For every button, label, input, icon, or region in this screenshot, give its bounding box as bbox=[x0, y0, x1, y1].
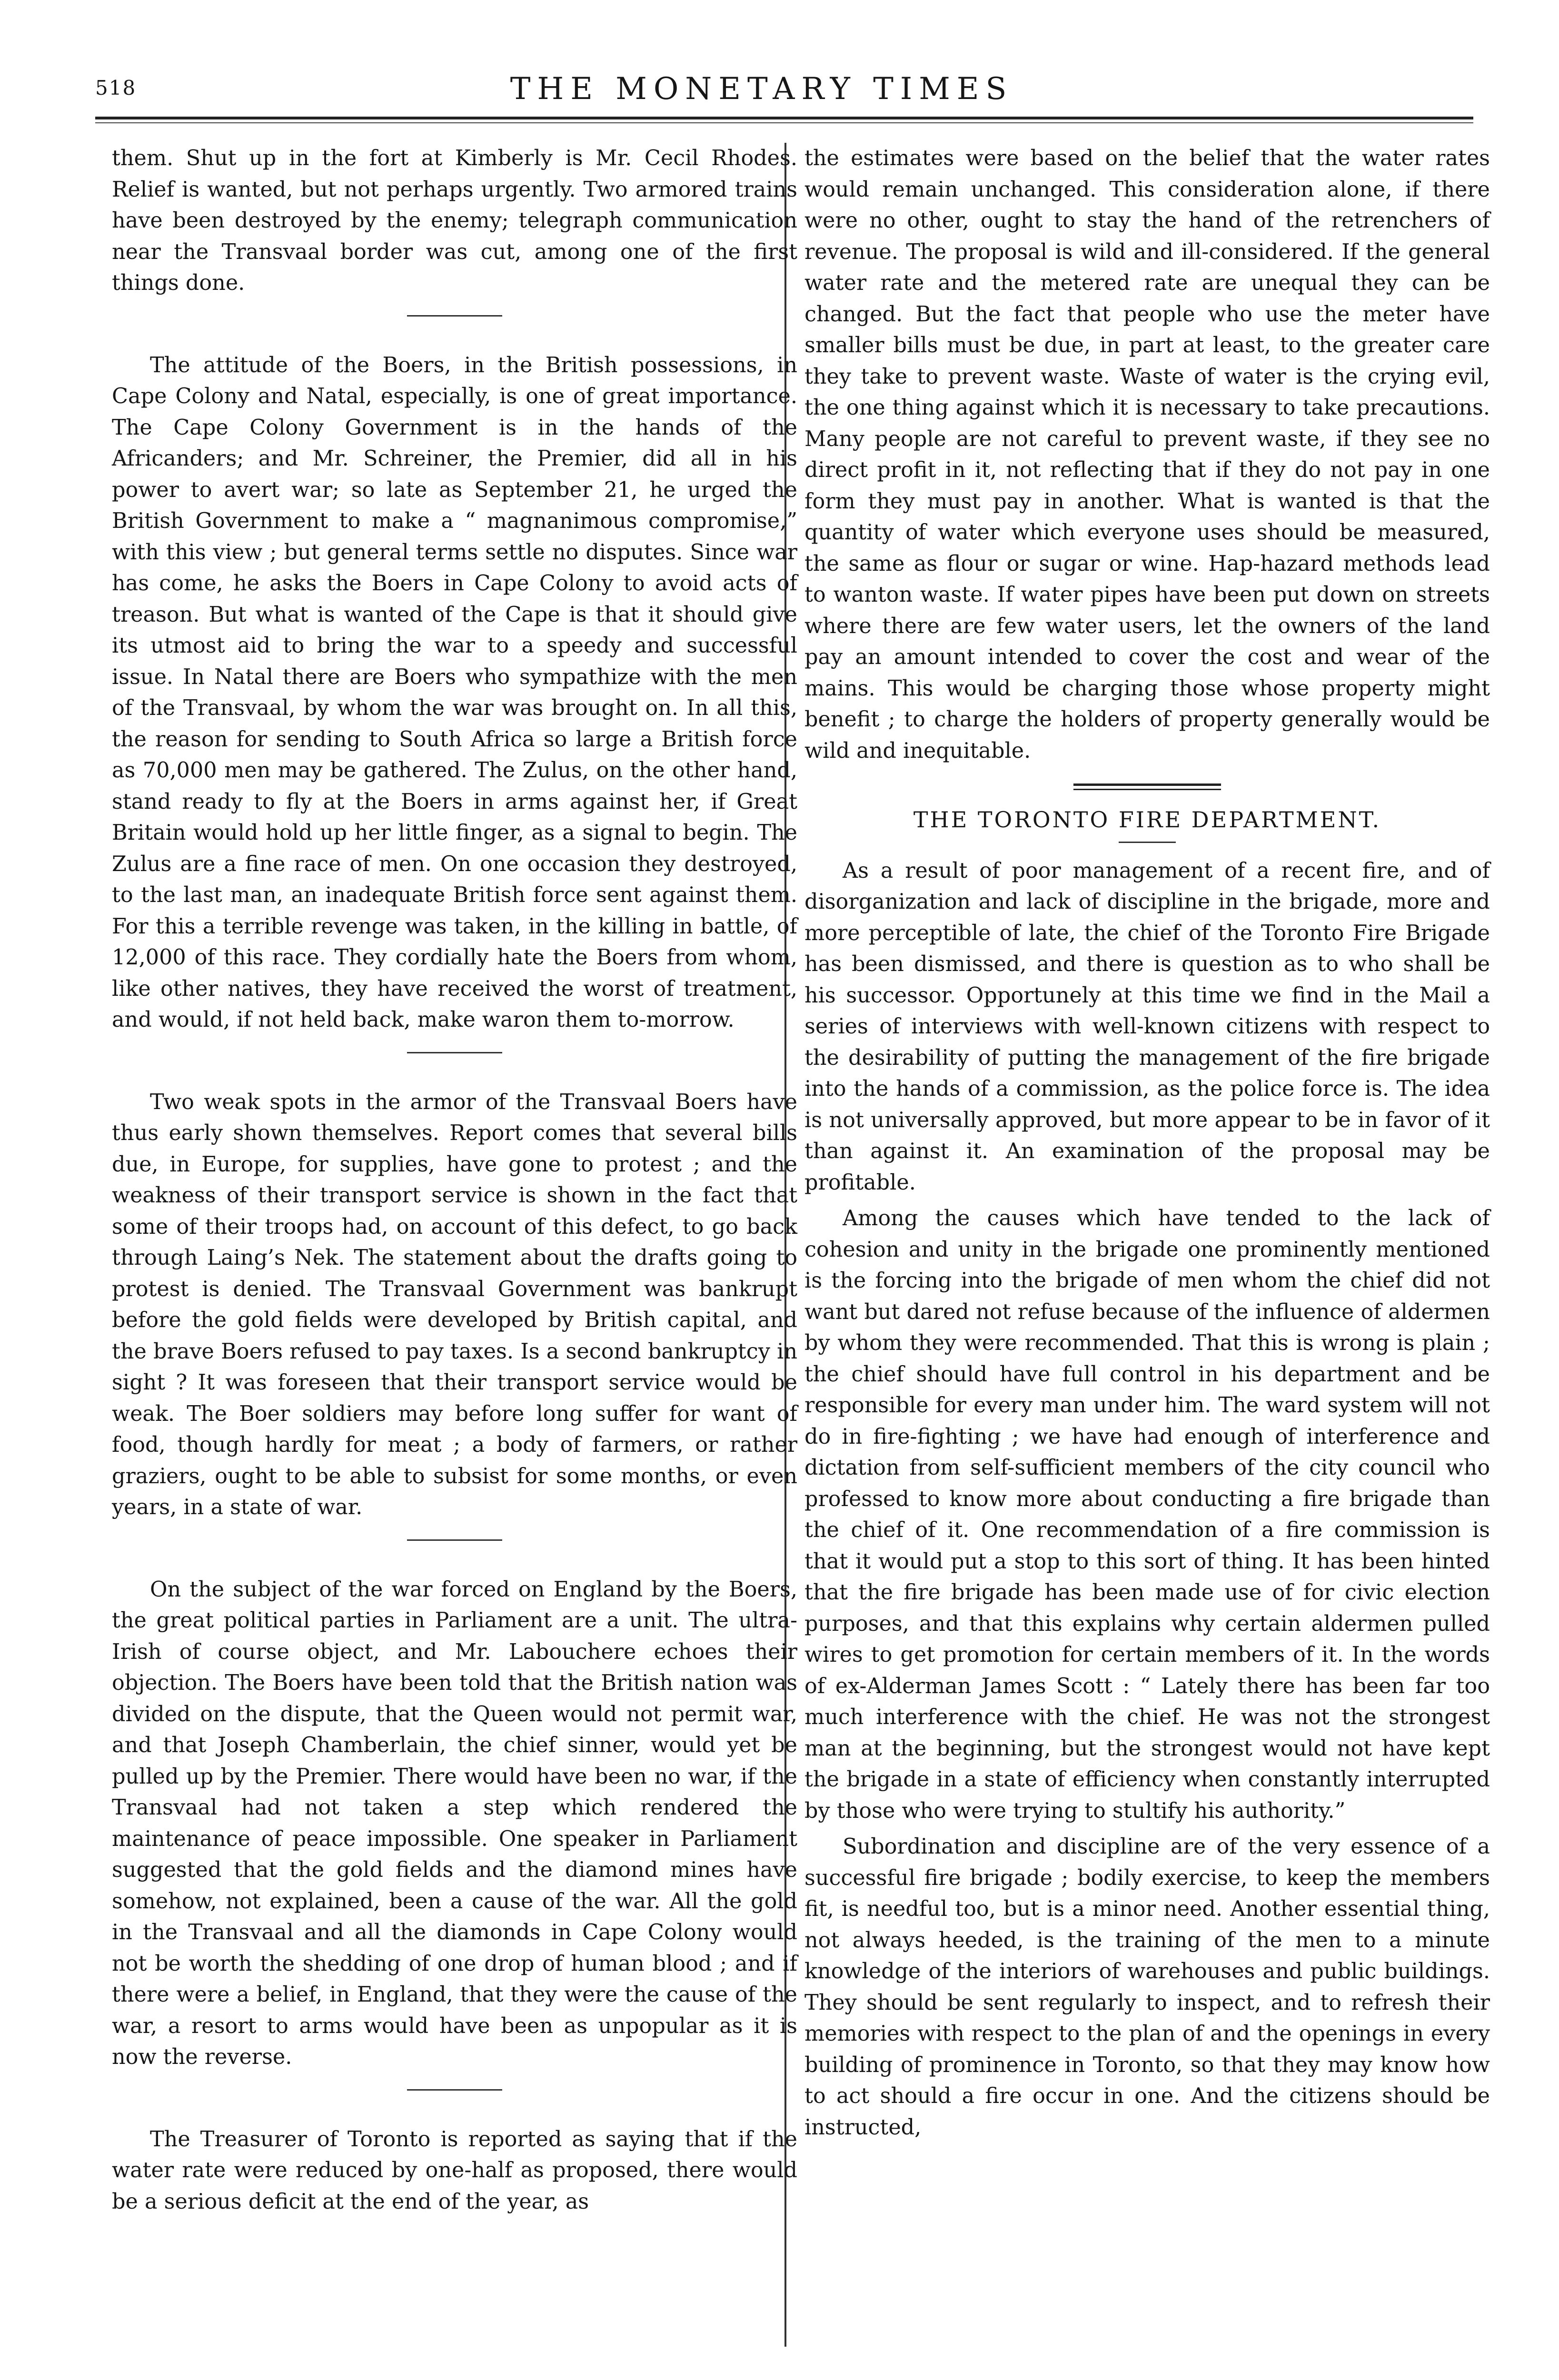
article-paragraph: Among the causes which have tended to the lack of cohesion and unity in the brigade one prominently mentioned is the forcing into the brigade of men whom the chief did not want but dared not refuse because of the influence of aldermen by whom they were recommended. That this is wrong is plain ; the chief should have full control in his department and be responsible for every man under him. The ward system will not do in fire-fighting ; we have had enough of interference and dictation from self-sufficient members of the city council who professed to know more about conducting a fire brigade than the chief of it. One recommendation of a fire commission is that it would put a stop to this sort of thing. It has been hinted that the fire brigade has been made use of for civic election purposes, and that this explains why certain aldermen pulled wires to get promotion for certain members of it. In the words of ex-Alderman James Scott : “ Lately there has been far too much interference with the chief. He was not the strongest man at the beginning, but the strongest would not have kept the brigade in a state of efficiency when constantly interrupted by those who were trying to stultify his authority.” bbox=[804, 1206, 1490, 1823]
article-paragraph: the estimates were based on the belief that the water rates would remain unchanged. This consideration alone, if there were no other, ought to stay the hand of the retrenchers of revenue. The proposal is wild and ill-considered. If the general water rate and the metered rate are unequal they can be changed. But the fact that people who use the meter have smaller bills must be due, in part at least, to the greater care they take to prevent waste. Waste of water is the crying evil, the one thing against which it is necessary to take precautions. Many people are not careful to prevent waste, if they see no direct profit in it, not reflecting that if they do not pay in one form they must pay in another. What is wanted is that the quantity of water which everyone uses should be measured, the same as flour or sugar or wine. Hap-hazard methods lead to wanton waste. If water pipes have been put down on streets where there are few water users, let the owners of the land pay an amount intended to cover the cost and wear of the mains. This would be charging those whose property might benefit ; to charge the holders of property generally would be wild and inequitable. bbox=[804, 146, 1490, 763]
heading-rule bbox=[1119, 842, 1176, 843]
article-paragraph: The attitude of the Boers, in the British possessions, in Cape Colony and Natal, especially, is one of great importance. The Cape Colony Government is in the hands of the Africanders; and Mr. Schreiner, the Premier, did all in his power to avert war; so late as September 21, he urged the British Government to make a “ magnanimous compromise,” with this view ; but general terms settle no disputes. Since war has come, he asks the Boers in Cape Colony to avoid acts of treason. But what is wanted of the Cape is that it should give its utmost aid to bring the war to a speedy and successful issue. In Natal there are Boers who sympathize with the men of the Transvaal, by whom the war was brought on. In all this, the reason for sending to South Africa so large a British force as 70,000 men may be gathered. The Zulus, on the other hand, stand ready to fly at the Boers in arms against her, if Great Britain would hold up her little finger, as a signal to begin. The Zulus are a fine race of men. On one occasion they destroyed, to the last man, an inadequate British force sent against them. For this a terrible revenge was taken, in the killing in battle, of 12,000 of this race. They cordially hate the Boers from whom, like other natives, they have received the worst of treatment, and would, if not held back, make waron them to-morrow. bbox=[112, 353, 797, 1032]
right-column bbox=[804, 143, 1490, 2148]
page-number: 518 bbox=[95, 76, 137, 99]
article-paragraph: As a result of poor management of a recent fire, and of disorganization and lack of discipline in the brigade, more and more perceptible of late, the chief of the Toronto Fire Brigade has been dismissed, and there is question as to who shall be his successor. Opportunely at this time we find in the Mail a series of interviews with well-known citizens with respect to the desirability of putting the management of the fire brigade into the hands of a commission, as the police force is. The idea is not universally approved, but more appear to be in favor of it than against it. An examination of the proposal may be profitable. bbox=[804, 858, 1490, 1195]
article-paragraph: The Treasurer of Toronto is reported as saying that if the water rate were reduced by one-half as proposed, there would be a serious deficit at the end of the year, as bbox=[112, 2127, 797, 2214]
section-divider bbox=[407, 2089, 502, 2091]
section-divider bbox=[407, 315, 502, 317]
article-separator bbox=[1073, 783, 1221, 790]
left-column bbox=[112, 143, 797, 2222]
section-heading: THE TORONTO FIRE DEPARTMENT. bbox=[913, 807, 1381, 833]
article-paragraph: them. Shut up in the fort at Kimberly is Mr. Cecil Rhodes. Relief is wanted, but not perhaps urgently. Two armored trains have been destroyed by the enemy; telegraph communication near the Transvaal border was cut, among one of the first things done. bbox=[112, 146, 797, 295]
article-paragraph: Two weak spots in the armor of the Transvaal Boers have thus early shown themselves. Report comes that several bills due, in Europe, for supplies, have gone to protest ; and the weakness of their transport service is shown in the fact that some of their troops had, on account of this defect, to go back through Laing’s Nek. The statement about the drafts going to protest is denied. The Transvaal Government was bankrupt before the gold fields were developed by British capital, and the brave Boers refused to pay taxes. Is a second bankruptcy in sight ? It was foreseen that their transport service would be weak. The Boer soldiers may before long suffer for want of food, though hardly for meat ; a body of farmers, or rather graziers, ought to be able to subsist for some months, or even years, in a state of war. bbox=[112, 1090, 797, 1519]
article-paragraph: On the subject of the war forced on England by the Boers, the great political parties in Parliament are a unit. The ultra-Irish of course object, and Mr. Labouchere echoes their objection. The Boers have been told that the British nation was divided on the dispute, that the Queen would not permit war, and that Joseph Chamberlain, the chief sinner, would yet be pulled up by the Premier. There would have been no war, if the Transvaal had not taken a step which rendered the maintenance of peace impossible. One speaker in Parliament suggested that the gold fields and the diamond mines have somehow, not explained, been a cause of the war. All the gold in the Transvaal and all the diamonds in Cape Colony would not be worth the shedding of one drop of human blood ; and if there were a belief, in England, that they were the cause of the war, a resort to arms would have been as unpopular as it is now the reverse. bbox=[112, 1577, 797, 2069]
header-rule bbox=[95, 117, 1473, 123]
publication-title: THE MONETARY TIMES bbox=[510, 71, 1013, 107]
article-paragraph: Subordination and discipline are of the very essence of a successful fire brigade ; bodily exercise, to keep the members fit, is needful too, but is a minor need. Another essential thing, not always heeded, is the training of the men to a minute knowledge of the interiors of warehouses and public buildings. They should be sent regularly to inspect, and to refresh their memories with respect to the plan of and the openings in every building of prominence in Toronto, so that they may know how to act should a fire occur in one. And the citizens should be instructed, bbox=[804, 1835, 1490, 2140]
section-divider bbox=[407, 1052, 502, 1053]
section-divider bbox=[407, 1539, 502, 1541]
